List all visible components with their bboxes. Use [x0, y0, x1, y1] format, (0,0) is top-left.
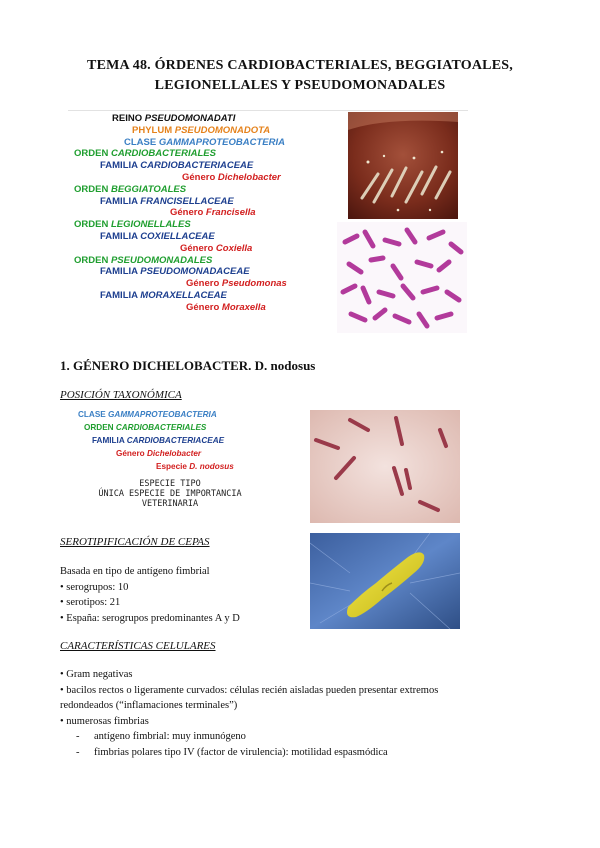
- taxonomy-line: [60, 148, 330, 160]
- caracteristicas-subitem: [60, 745, 540, 761]
- taxonomy-line: [60, 184, 330, 196]
- taxonomy-line: [60, 219, 330, 231]
- taxonomy-name: CARDIOBACTERIACEAE: [126, 436, 225, 445]
- taxonomy-rank: ORDEN: [74, 183, 111, 195]
- taxonomy-name: GAMMAPROTEOBACTERIA: [108, 410, 217, 419]
- taxonomy-line: [60, 290, 330, 302]
- posicion-taxonomy: [60, 408, 300, 478]
- note-line-1: ESPECIE TIPO: [139, 479, 201, 489]
- taxonomy-line: [60, 196, 330, 208]
- taxonomy-line: [60, 137, 330, 149]
- taxonomy-line: [60, 160, 330, 172]
- taxonomy-rank: PHYLUM: [132, 124, 175, 136]
- caracteristicas-item: • bacilos rectos o ligeramente curvados: células recién aisladas pueden presentar extremos: [60, 684, 439, 696]
- caracteristicas-item: • Gram negativas: [60, 669, 133, 680]
- taxonomy-rank: FAMILIA: [100, 160, 141, 172]
- taxonomy-line: [60, 421, 300, 434]
- taxonomy-rank: CLASE: [78, 410, 109, 419]
- taxonomy-rank: ORDEN: [84, 423, 116, 432]
- taxonomy-line: [60, 172, 330, 184]
- serotipificacion-body: [60, 564, 300, 626]
- serotipificacion-intro: Basada en tipo de antígeno fimbrial: [60, 566, 210, 577]
- taxonomy-rank: ORDEN: [74, 254, 111, 266]
- taxonomy-name: Moraxella: [221, 301, 266, 313]
- taxonomy-rank: FAMILIA: [92, 436, 127, 445]
- fimbriae-micrograph: [310, 533, 460, 629]
- taxonomy-name: LEGIONELLALES: [110, 219, 191, 231]
- title-line-2: LEGIONELLALES Y PSEUDOMONADALES: [154, 78, 446, 93]
- page-title: [60, 56, 540, 96]
- taxonomy-name: Coxiella: [215, 242, 253, 254]
- taxonomy-name: Francisella: [205, 207, 256, 219]
- taxonomy-rank: FAMILIA: [100, 266, 141, 278]
- taxonomy-chart: [60, 113, 330, 335]
- taxonomy-name: CARDIOBACTERIALES: [115, 423, 207, 432]
- taxonomy-name: PSEUDOMONADOTA: [174, 124, 271, 136]
- taxonomy-name: BEGGIATOALES: [110, 183, 187, 195]
- dash-marker: -: [76, 746, 80, 758]
- section-heading-species: D. nodosus: [254, 358, 316, 373]
- note-line-2: ÚNICA ESPECIE DE IMPORTANCIA: [98, 489, 242, 499]
- taxonomy-line: [60, 266, 330, 278]
- note-line-3: VETERINARIA: [141, 499, 199, 509]
- section-heading-text: 1. GÉNERO DICHELOBACTER.: [60, 358, 255, 373]
- taxonomy-name: COXIELLACEAE: [140, 230, 215, 242]
- taxonomy-line: [60, 434, 300, 447]
- taxonomy-name: FRANCISELLACEAE: [140, 195, 234, 207]
- caracteristicas-item: redondeados (“inflamaciones terminales”): [60, 700, 238, 711]
- serotipificacion-item: • España: serogrupos predominantes A y D: [60, 612, 240, 624]
- caracteristicas-body: [60, 667, 540, 760]
- taxonomy-rank: FAMILIA: [100, 289, 141, 301]
- taxonomy-name: Pseudomonas: [221, 278, 287, 290]
- taxonomy-line: [60, 408, 300, 421]
- taxonomy-name: PSEUDOMONADALES: [110, 254, 213, 266]
- taxonomy-name: PSEUDOMONADACEAE: [140, 266, 250, 278]
- title-line-1: TEMA 48. ÓRDENES CARDIOBACTERIALES, BEGGIATOALES,: [87, 58, 513, 73]
- taxonomy-name: PSEUDOMONADATI: [144, 113, 236, 124]
- taxonomy-rank: Género: [180, 242, 216, 254]
- taxonomy-rank: FAMILIA: [100, 230, 141, 242]
- subitem-text: fimbrias polares tipo IV (factor de virulencia): motilidad espasmódica: [94, 746, 388, 758]
- taxonomy-rank: Género: [182, 171, 218, 183]
- taxonomy-line: [60, 302, 330, 314]
- taxonomy-line: [60, 460, 300, 473]
- subitem-text: antígeno fimbrial: muy inmunógeno: [94, 731, 246, 742]
- taxonomy-line: [60, 447, 300, 460]
- taxonomy-line: [60, 231, 330, 243]
- agar-plate-photo: [348, 112, 458, 219]
- serotipificacion-item: • serogrupos: 10: [60, 581, 129, 593]
- taxonomy-name: Dichelobacter: [146, 449, 202, 458]
- taxonomy-name: MORAXELLACEAE: [140, 289, 227, 301]
- taxonomy-line: [60, 243, 330, 255]
- taxonomy-line: [60, 125, 330, 137]
- taxonomy-name: CARDIOBACTERIALES: [110, 148, 216, 160]
- taxonomy-name: CARDIOBACTERIACEAE: [140, 160, 254, 172]
- caracteristicas-heading: CARACTERÍSTICAS CELULARES: [60, 640, 216, 652]
- dash-marker: -: [76, 731, 80, 742]
- taxonomy-rank: Género: [116, 449, 147, 458]
- chart-top-rule: [68, 110, 468, 111]
- taxonomy-rank: REINO: [112, 113, 145, 124]
- gram-stain-photo: [337, 222, 467, 333]
- serotipificacion-heading: SEROTIPIFICACIÓN DE CEPAS: [60, 536, 210, 548]
- posicion-heading: POSICIÓN TAXONÓMICA: [60, 389, 182, 401]
- taxonomy-name: GAMMAPROTEOBACTERIA: [158, 136, 285, 148]
- taxonomy-rank: CLASE: [124, 136, 159, 148]
- serotipificacion-item: • serotipos: 21: [60, 597, 121, 608]
- taxonomy-line: [60, 255, 330, 267]
- species-note: [80, 479, 260, 509]
- taxonomy-rank: Especie: [156, 462, 190, 471]
- taxonomy-rank: ORDEN: [74, 148, 111, 160]
- taxonomy-rank: Género: [186, 278, 222, 290]
- taxonomy-rank: Género: [186, 301, 222, 313]
- taxonomy-name: Dichelobacter: [217, 171, 281, 183]
- caracteristicas-item: • numerosas fimbrias: [60, 715, 149, 727]
- taxonomy-rank: Género: [170, 207, 206, 219]
- taxonomy-rank: ORDEN: [74, 219, 111, 231]
- taxonomy-rank: FAMILIA: [100, 195, 141, 207]
- bacilli-micrograph: [310, 410, 460, 523]
- taxonomy-line: [60, 278, 330, 290]
- taxonomy-line: [60, 113, 330, 125]
- section-heading: [60, 358, 315, 374]
- caracteristicas-subitem: [60, 729, 540, 745]
- taxonomy-line: [60, 207, 330, 219]
- taxonomy-name: D. nodosus: [189, 462, 234, 471]
